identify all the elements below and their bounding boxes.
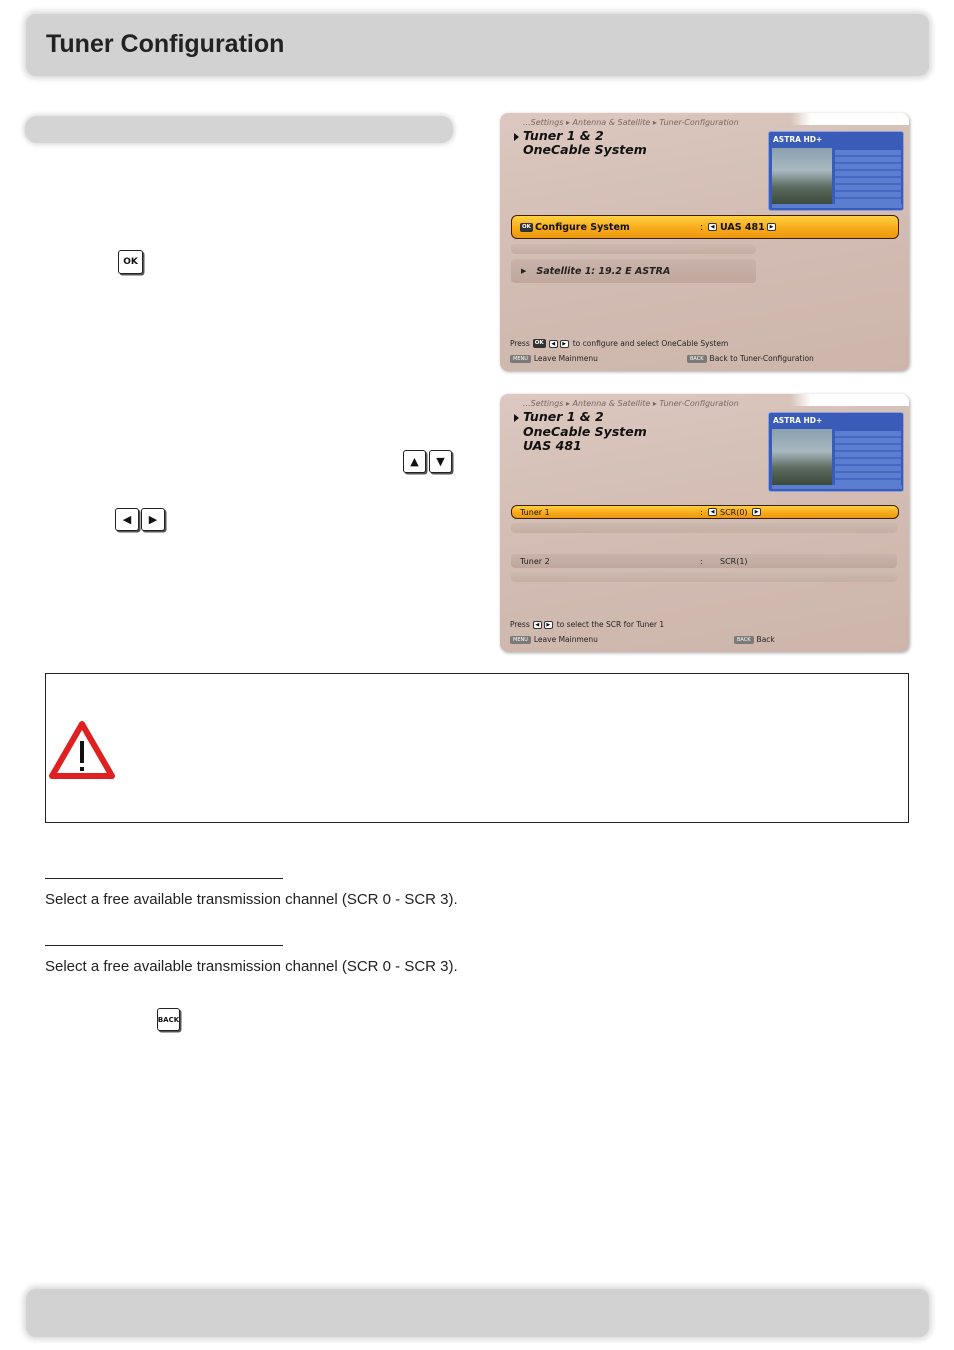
row-label: Tuner 1 (520, 507, 550, 517)
preview-ticker (772, 485, 902, 489)
left-arrow-small-icon: ◀ (533, 621, 542, 629)
breadcrumb: ...Settings ▸ Antenna & Satellite ▸ Tuner-Configuration (523, 399, 739, 408)
row-value: SCR(1) (720, 556, 748, 566)
satellite-label: Satellite 1: 19.2 E ASTRA (536, 265, 671, 277)
tuner2-row[interactable] (511, 554, 897, 568)
right-arrow-small-icon: ▶ (544, 621, 553, 629)
ok-key-icon: OK (118, 250, 143, 274)
triangle-icon: ▶ (521, 267, 527, 275)
triangle-icon (514, 414, 519, 422)
row-label: Tuner 2 (520, 556, 550, 566)
warning-triangle-icon (49, 721, 115, 779)
hint-text: to configure and select OneCable System (572, 339, 729, 348)
screenshot-configure-system (500, 113, 909, 371)
warning-box (45, 673, 909, 823)
screen-subtitle-2: UAS 481 (523, 438, 582, 453)
menu-hint (510, 635, 598, 644)
tuner1-description: Select a free available transmission channel (SCR 0 - SCR 3). (45, 891, 458, 908)
left-arrow-small-icon: ◀ (708, 508, 717, 516)
preview-title: ASTRA HD+ (773, 135, 823, 144)
left-arrow-key-icon: ◀ (115, 508, 139, 531)
disabled-row (511, 572, 897, 582)
menu-hint (510, 354, 598, 363)
ok-small-icon: OK (534, 340, 544, 346)
row-label: Configure System (534, 221, 630, 233)
right-arrow-small-icon: ▶ (767, 223, 776, 231)
back-hint (687, 354, 814, 363)
left-arrow-small-icon: ◀ (549, 340, 558, 348)
disabled-row (511, 523, 897, 533)
right-arrow-small-icon: ▶ (560, 340, 569, 348)
preview-ticker (772, 204, 902, 208)
back-label: Back (756, 635, 775, 644)
menu-label: Leave Mainmenu (533, 635, 598, 644)
preview-image (772, 429, 832, 485)
hint-press: Press (510, 620, 530, 629)
screen-title: Tuner 1 & 2 (523, 409, 604, 424)
satellite-row[interactable] (511, 259, 756, 283)
row-value: SCR(0) (720, 507, 748, 517)
preview-title: ASTRA HD+ (773, 416, 823, 425)
back-small-key-icon: BACK (687, 355, 707, 363)
footer-bar (26, 1289, 929, 1337)
row-value: UAS 481 (720, 221, 765, 233)
row-colon: : (700, 507, 703, 517)
tv-preview (768, 131, 904, 211)
back-small-key-icon: BACK (734, 636, 754, 644)
row-colon: : (700, 221, 704, 233)
section-bar (25, 116, 453, 143)
heading-underline (45, 878, 283, 879)
hint-line (510, 339, 728, 348)
right-arrow-small-icon: ▶ (752, 508, 761, 516)
preview-weather-list (835, 431, 901, 485)
breadcrumb: ...Settings ▸ Antenna & Satellite ▸ Tuner-Configuration (523, 118, 739, 127)
screen-subtitle: OneCable System (523, 142, 647, 157)
tuner2-description: Select a free available transmission channel (SCR 0 - SCR 3). (45, 958, 458, 975)
menu-label: Leave Mainmenu (533, 354, 598, 363)
hint-press: Press (510, 339, 530, 348)
hint-text: to select the SCR for Tuner 1 (556, 620, 665, 629)
up-arrow-key-icon: ▲ (403, 450, 426, 473)
hint-line (510, 620, 664, 629)
disabled-row (511, 244, 756, 254)
preview-weather-list (835, 150, 901, 204)
header-bar (26, 14, 929, 76)
row-colon: : (700, 556, 703, 566)
screenshot-select-scr (500, 394, 909, 652)
screen-notch (801, 394, 909, 406)
triangle-icon (514, 133, 519, 141)
screen-notch (801, 113, 909, 125)
screen-title: Tuner 1 & 2 (523, 128, 604, 143)
left-arrow-small-icon: ◀ (708, 223, 717, 231)
menu-key-icon: MENU (510, 636, 531, 644)
tv-preview (768, 412, 904, 492)
down-arrow-key-icon: ▼ (429, 450, 452, 473)
back-key-icon: BACK (157, 1008, 180, 1031)
back-hint (734, 635, 775, 644)
configure-system-row[interactable] (511, 215, 899, 239)
menu-key-icon: MENU (510, 355, 531, 363)
ok-small-icon: OK (522, 223, 531, 230)
screen-subtitle: OneCable System (523, 424, 647, 439)
tuner1-row[interactable] (511, 505, 899, 519)
heading-underline (45, 945, 283, 946)
page-title: Tuner Configuration (46, 30, 285, 58)
back-label: Back to Tuner-Configuration (709, 354, 814, 363)
preview-image (772, 148, 832, 204)
right-arrow-key-icon: ▶ (141, 508, 165, 531)
